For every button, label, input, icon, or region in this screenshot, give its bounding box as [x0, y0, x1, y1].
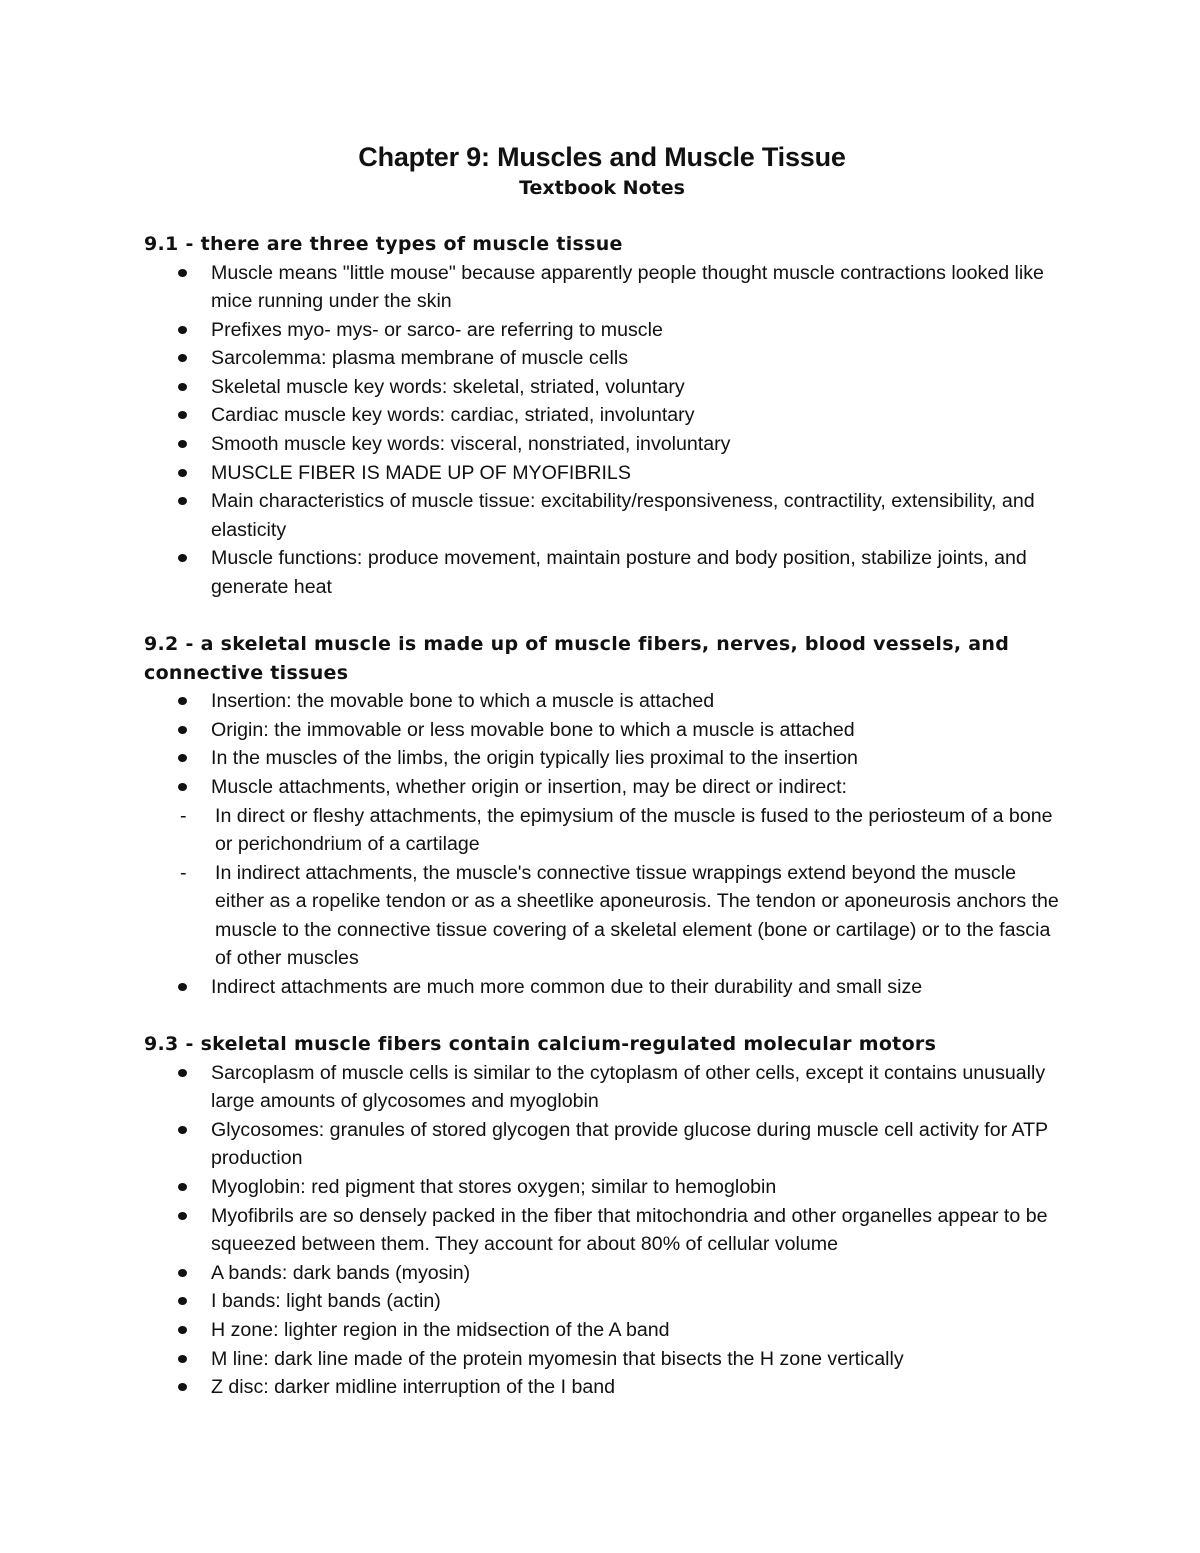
list-item	[144, 1345, 1060, 1374]
list-item-text: Myoglobin: red pigment that stores oxygen; similar to hemoglobin	[211, 1176, 777, 1199]
list-item-text: Sarcoplasm of muscle cells is similar to the cytoplasm of other cells, except it contains unusually large amounts of glycosomes and myoglobin	[211, 1061, 1046, 1113]
list-item	[144, 259, 1060, 316]
bullet-icon	[178, 983, 187, 991]
bullet-icon	[178, 754, 187, 762]
list-item	[144, 1287, 1060, 1316]
list-item	[144, 1202, 1060, 1259]
bullet-list	[144, 687, 1060, 801]
bullet-icon	[178, 1126, 187, 1134]
bullet-icon	[178, 1269, 187, 1277]
list-item	[144, 544, 1060, 601]
section-9-2	[144, 630, 1060, 1002]
dash-icon: -	[180, 861, 187, 884]
section-heading: 9.1 - there are three types of muscle tissue	[144, 233, 623, 255]
sub-list-item-text: In direct or fleshy attachments, the epimysium of the muscle is fused to the periosteum of a bone or perichondrium of a cartilage	[215, 804, 1053, 856]
list-item	[144, 1173, 1060, 1202]
bullet-icon	[178, 1183, 187, 1191]
list-item	[144, 1116, 1060, 1173]
dash-icon: -	[180, 804, 187, 827]
list-item	[144, 744, 1060, 773]
sub-list-item-text: In indirect attachments, the muscle's connective tissue wrappings extend beyond the muscle either as a ropelike tendon or as a sheetlike aponeurosis. The tendon or aponeurosis anchors the muscle to the connective tissue covering of a skeletal element (bone or cartilage) or to the fascia of other muscles	[215, 861, 1059, 970]
list-item	[144, 373, 1060, 402]
bullet-icon	[178, 554, 187, 562]
list-item-text: M line: dark line made of the protein myomesin that bisects the H zone vertically	[211, 1347, 904, 1370]
bullet-icon	[178, 1069, 187, 1077]
list-item-text: Glycosomes: granules of stored glycogen that provide glucose during muscle cell activity for ATP production	[211, 1118, 1048, 1170]
list-item	[144, 687, 1060, 716]
list-item-text: Insertion: the movable bone to which a muscle is attached	[211, 690, 715, 713]
list-item	[144, 1259, 1060, 1288]
list-item-text: A bands: dark bands (myosin)	[211, 1261, 471, 1284]
section-9-3	[144, 1030, 1060, 1402]
bullet-icon	[178, 269, 187, 277]
list-item-text: Origin: the immovable or less movable bone to which a muscle is attached	[211, 718, 855, 741]
bullet-icon	[178, 1212, 187, 1220]
bullet-list	[144, 259, 1060, 602]
list-item	[144, 316, 1060, 345]
section-9-1	[144, 230, 1060, 602]
list-item-text: In the muscles of the limbs, the origin typically lies proximal to the insertion	[211, 747, 858, 770]
bullet-icon	[178, 383, 187, 391]
bullet-icon	[178, 411, 187, 419]
list-item-text: Prefixes myo- mys- or sarco- are referring to muscle	[211, 318, 663, 341]
list-item-text: Myofibrils are so densely packed in the fiber that mitochondria and other organelles appear to be squeezed between them. They account for about 80% of cellular volume	[211, 1204, 1048, 1256]
list-item-text: I bands: light bands (actin)	[211, 1290, 441, 1313]
bullet-icon	[178, 783, 187, 791]
list-item-text: Indirect attachments are much more common due to their durability and small size	[211, 976, 923, 999]
list-item-text: Muscle means "little mouse" because apparently people thought muscle contractions looked like mice running under the skin	[211, 261, 1044, 313]
sub-list-item	[144, 802, 1060, 859]
list-item-text: Sarcolemma: plasma membrane of muscle cells	[211, 347, 629, 370]
list-item	[144, 487, 1060, 544]
bullet-list	[144, 1059, 1060, 1402]
list-item-text: Main characteristics of muscle tissue: excitability/responsiveness, contractility, extensibility, and elasticity	[211, 490, 1035, 541]
bullet-icon	[178, 1355, 187, 1363]
sub-list-item	[144, 859, 1060, 973]
document-title: Chapter 9: Muscles and Muscle Tissue	[358, 142, 846, 172]
bullet-icon	[178, 497, 187, 505]
bullet-icon	[178, 726, 187, 734]
list-item	[144, 401, 1060, 430]
list-item-text: Muscle functions: produce movement, maintain posture and body position, stabilize joints, and generate heat	[211, 547, 1027, 599]
list-item	[144, 1316, 1060, 1345]
bullet-icon	[178, 1297, 187, 1305]
bullet-icon	[178, 326, 187, 334]
list-item-text: Muscle attachments, whether origin or insertion, may be direct or indirect:	[211, 775, 847, 798]
list-item	[144, 1059, 1060, 1116]
section-heading: 9.3 - skeletal muscle fibers contain calcium-regulated molecular motors	[144, 1033, 937, 1056]
bullet-icon	[178, 1326, 187, 1334]
section-heading: 9.2 - a skeletal muscle is made up of muscle fibers, nerves, blood vessels, and connective tissues	[144, 633, 1010, 684]
list-item-text: Skeletal muscle key words: skeletal, striated, voluntary	[211, 375, 685, 398]
sub-bullet-list	[144, 802, 1060, 974]
bullet-icon	[178, 440, 187, 448]
list-item	[144, 344, 1060, 373]
bullet-icon	[178, 354, 187, 362]
list-item-text: Smooth muscle key words: visceral, nonstriated, involuntary	[211, 433, 731, 456]
bullet-icon	[178, 697, 187, 705]
list-item	[144, 1373, 1060, 1402]
bullet-list	[144, 973, 1060, 1002]
bullet-icon	[178, 469, 187, 477]
list-item	[144, 459, 1060, 488]
list-item-text: Z disc: darker midline interruption of the I band	[211, 1376, 616, 1399]
list-item	[144, 973, 1060, 1002]
list-item-text: Cardiac muscle key words: cardiac, striated, involuntary	[211, 404, 695, 427]
list-item	[144, 773, 1060, 802]
list-item	[144, 716, 1060, 745]
list-item	[144, 430, 1060, 459]
list-item-text: MUSCLE FIBER IS MADE UP OF MYOFIBRILS	[211, 461, 631, 484]
bullet-icon	[178, 1383, 187, 1391]
document-subtitle: Textbook Notes	[519, 177, 685, 199]
list-item-text: H zone: lighter region in the midsection of the A band	[211, 1319, 670, 1341]
